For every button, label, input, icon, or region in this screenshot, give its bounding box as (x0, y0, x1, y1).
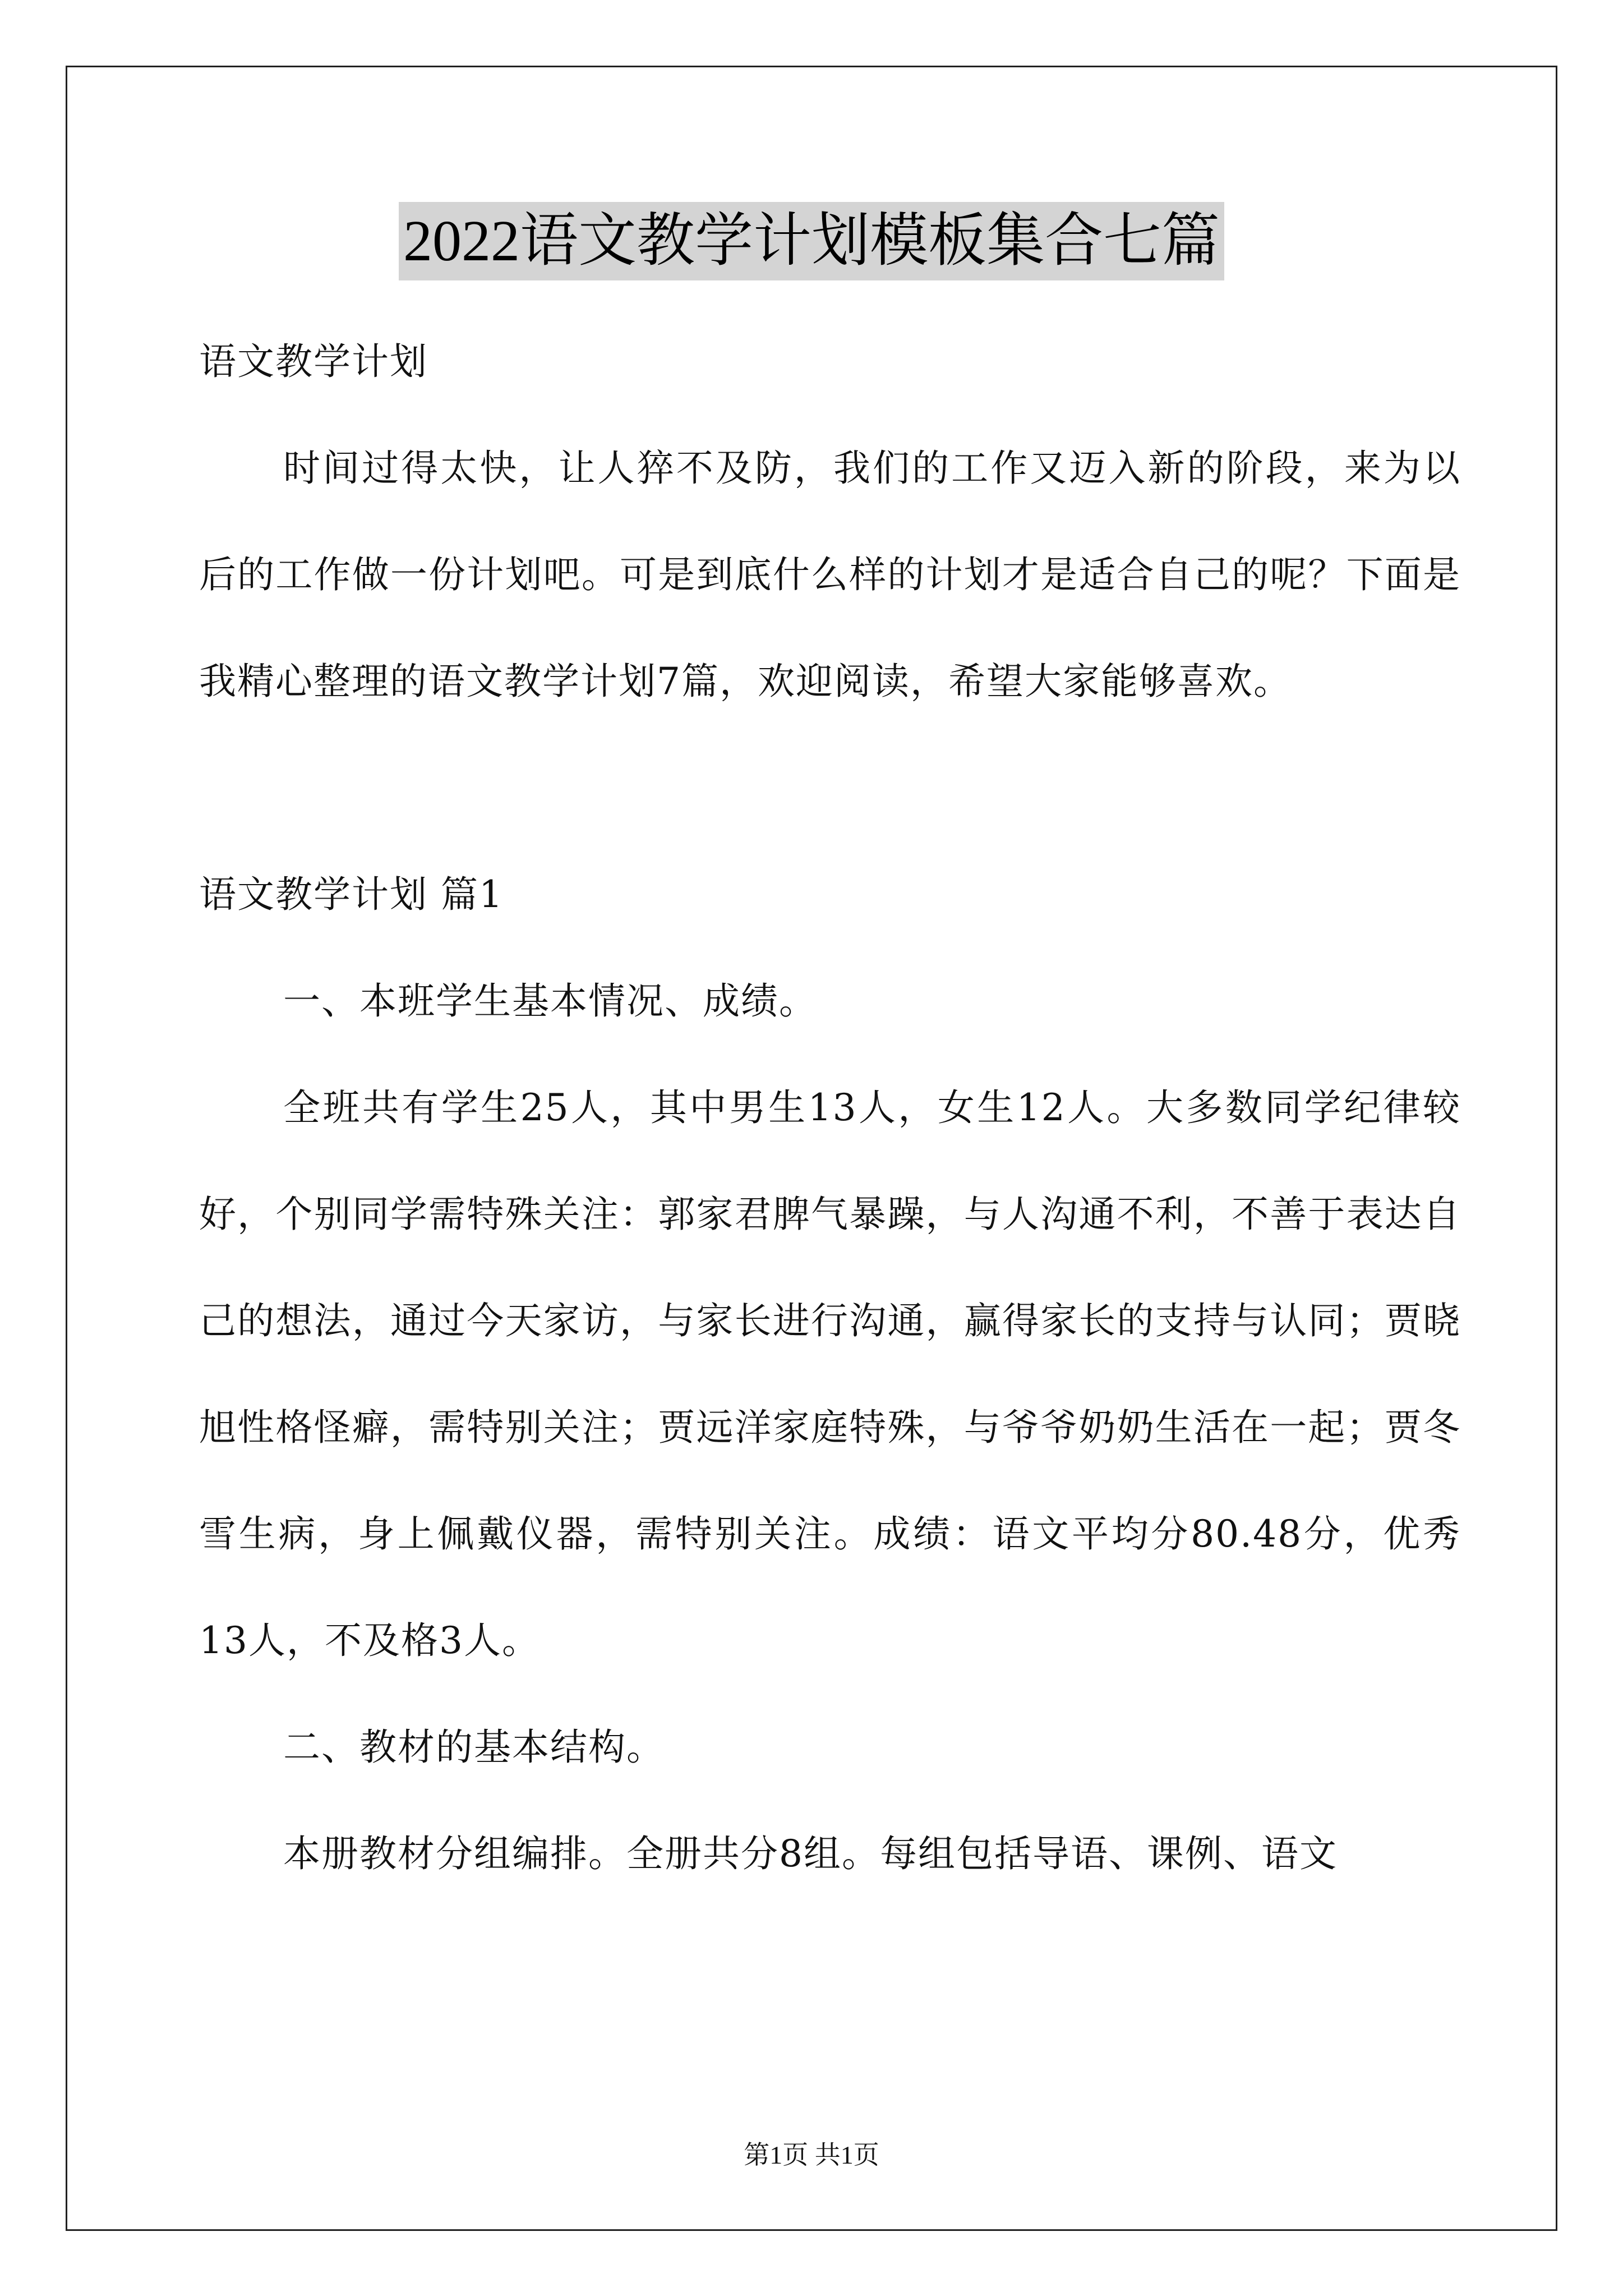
subheading-textbook-structure: 二、教材的基本结构。 (283, 1726, 665, 1769)
document-body (199, 309, 1461, 1907)
document-title: 2022语文教学计划模板集合七篇 (399, 202, 1224, 280)
title-area (0, 202, 1623, 280)
section-heading: 语文教学计划 (199, 340, 428, 383)
student-situation-paragraph: 全班共有学生25人，其中男生13人，女生12人。大多数同学纪律较好，个别同学需特殊关注：郭家君脾气暴躁，与人沟通不利，不善于表达自己的想法，通过今天家访，与家长进行沟通，赢得家长的支持与认同；贾晓旭性格怪癖，需特别关注；贾远洋家庭特殊，与爷爷奶奶生活在一起；贾冬雪生病，身上佩戴仪器，需特别关注。成绩：语文平均分80.48分，优秀13人，不及格3人。 (199, 1086, 1461, 1662)
page-footer: 第1页 共1页 (744, 2141, 879, 2169)
textbook-structure-paragraph: 本册教材分组编排。全册共分8组。每组包括导语、课例、语文 (283, 1832, 1338, 1875)
intro-paragraph: 时间过得太快，让人猝不及防，我们的工作又迈入新的阶段，来为以后的工作做一份计划吧。可是到底什么样的计划才是适合自己的呢？下面是我精心整理的语文教学计划7篇，欢迎阅读，希望大家能够喜欢。 (199, 447, 1461, 703)
section-heading-part-1: 语文教学计划 篇1 (199, 873, 504, 916)
subheading-student-situation: 一、本班学生基本情况、成绩。 (283, 979, 817, 1023)
